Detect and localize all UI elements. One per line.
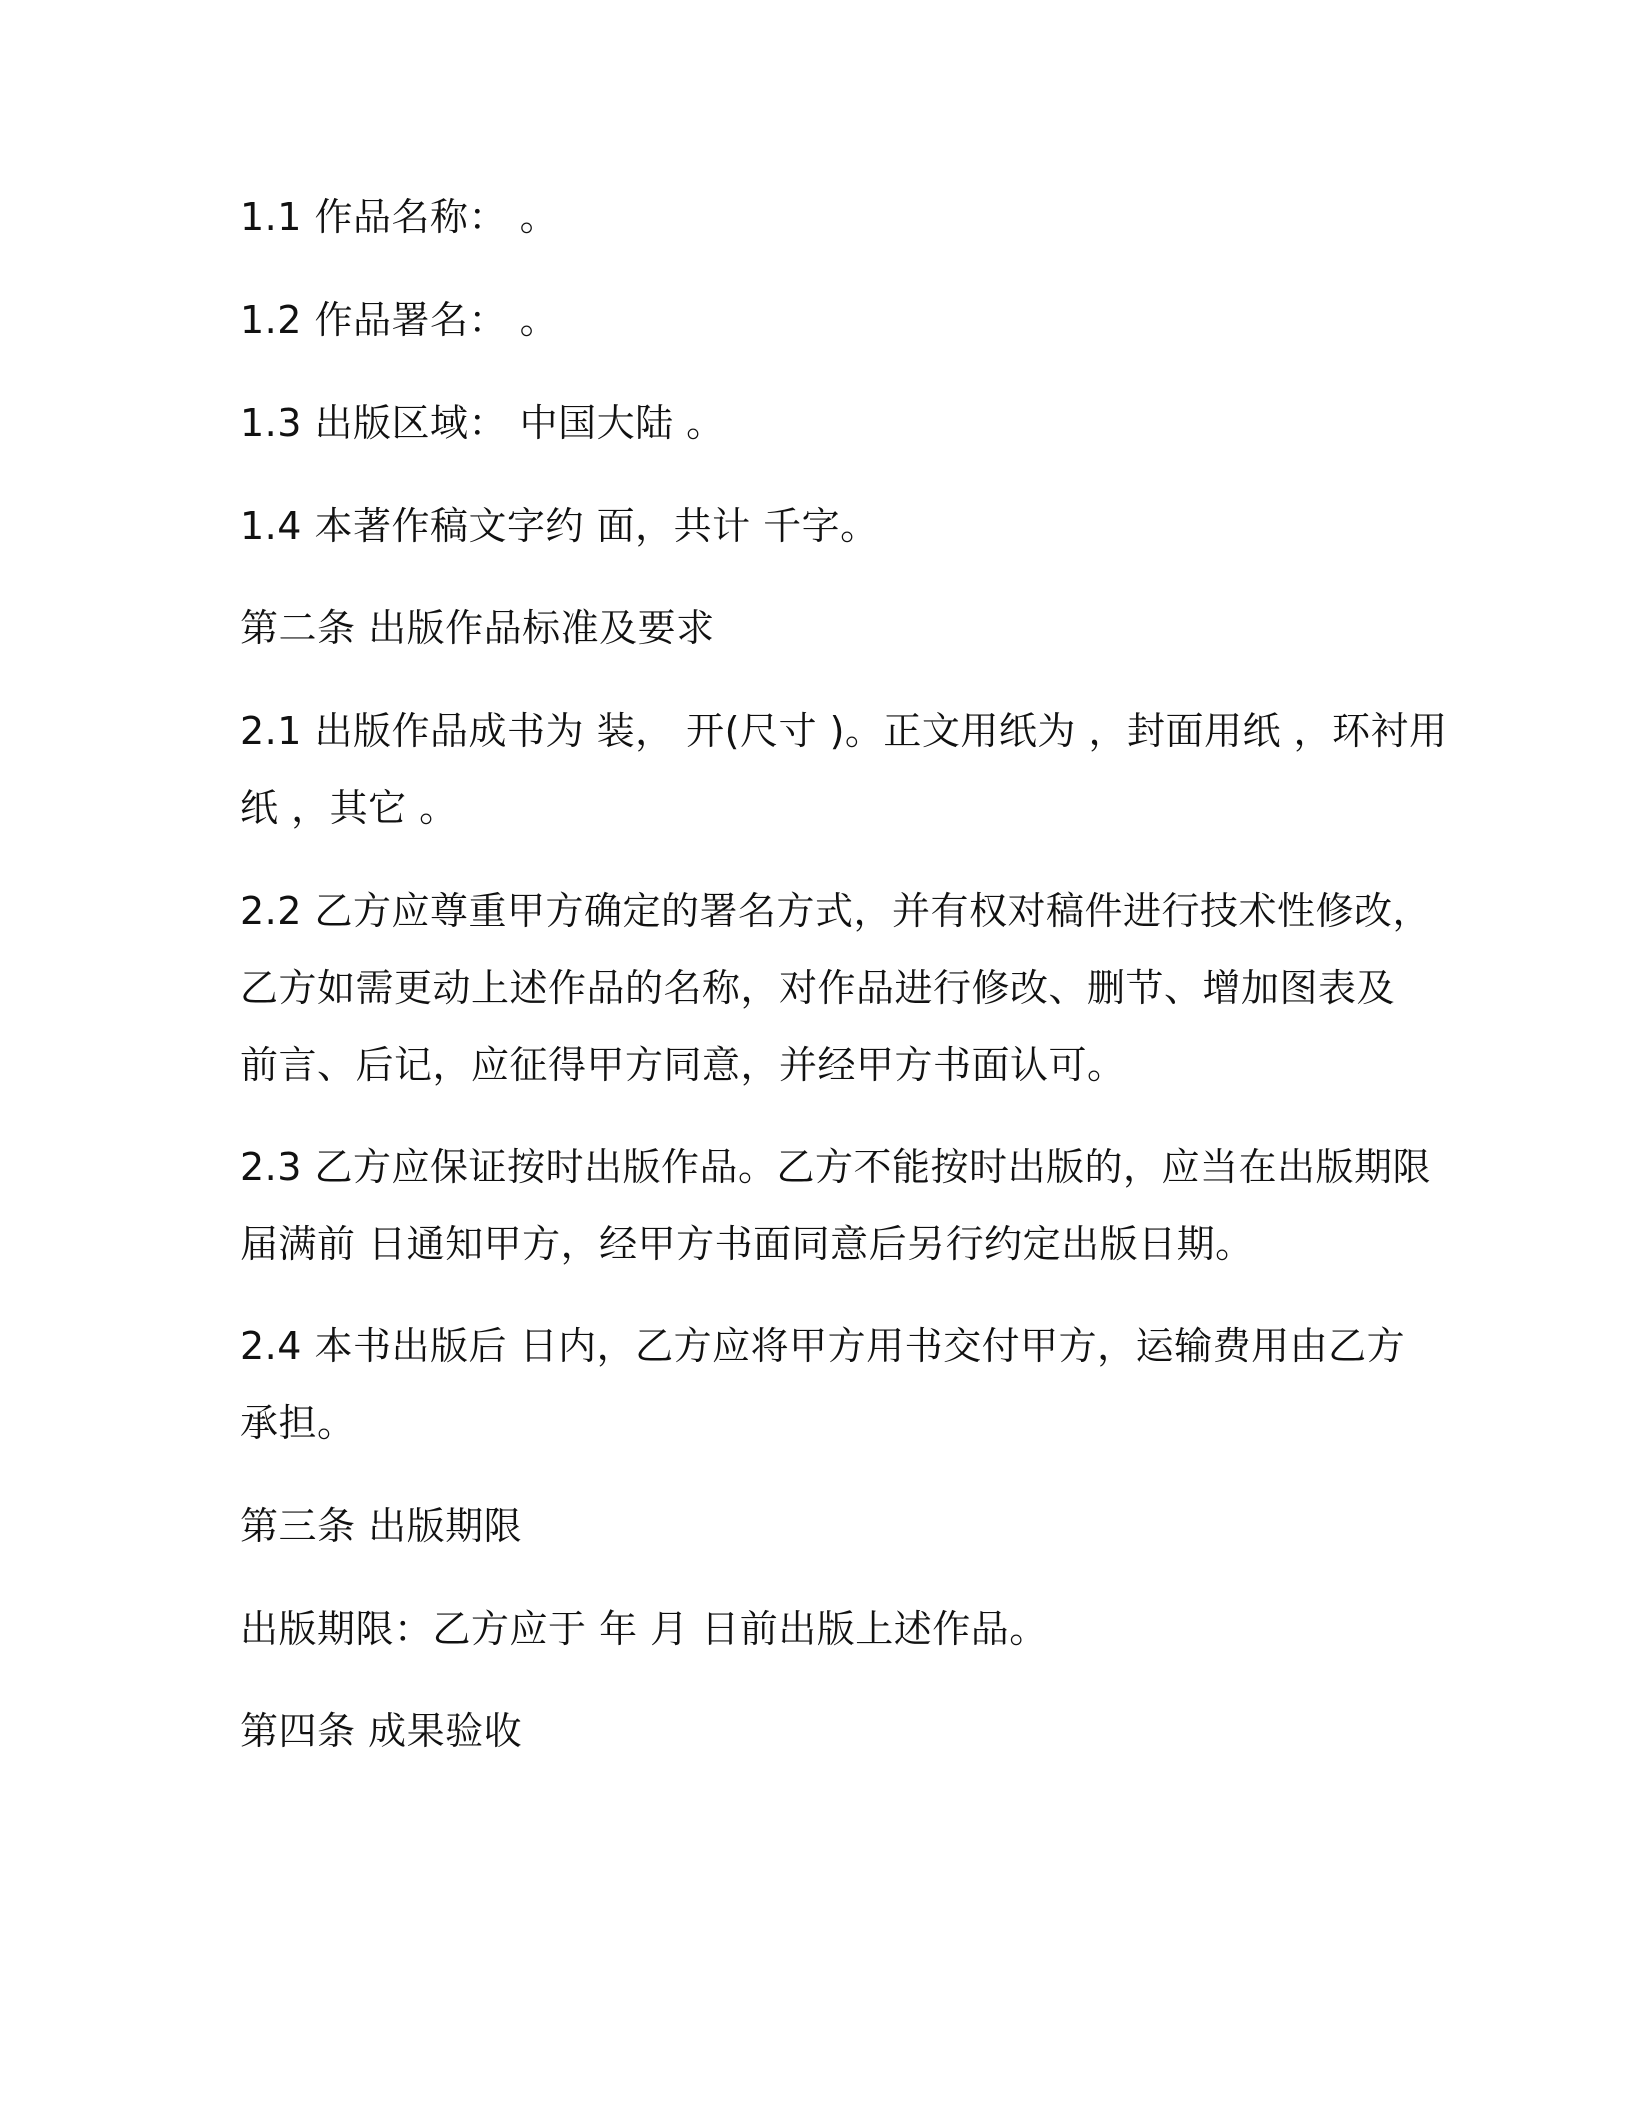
section-heading-2: 第二条 出版作品标准及要求 xyxy=(240,606,715,650)
clause-2-1-line-1: 2.1 出版作品成书为 装， 开(尺寸 )。正文用纸为 ，封面用纸 ，环衬用 xyxy=(240,709,1448,753)
clause-1-3: 1.3 出版区域： 中国大陆 。 xyxy=(240,401,725,445)
section-heading-4: 第四条 成果验收 xyxy=(240,1709,523,1753)
clause-2-2-line-3: 前言、后记，应征得甲方同意，并经甲方书面认可。 xyxy=(240,1043,1126,1087)
clause-2-3-line-1: 2.3 乙方应保证按时出版作品。乙方不能按时出版的，应当在出版期限 xyxy=(240,1145,1432,1189)
clause-2-2-line-2: 乙方如需更动上述作品的名称，对作品进行修改、删节、增加图表及 xyxy=(240,966,1396,1010)
section-heading-3: 第三条 出版期限 xyxy=(240,1504,523,1548)
clause-1-2: 1.2 作品署名： 。 xyxy=(240,298,559,342)
clause-1-1: 1.1 作品名称： 。 xyxy=(240,195,559,239)
clause-2-4-line-2: 承担。 xyxy=(240,1401,356,1445)
clause-1-4: 1.4 本著作稿文字约 面，共计 千字。 xyxy=(240,504,879,548)
clause-2-4-line-1: 2.4 本书出版后 日内，乙方应将甲方用书交付甲方，运输费用由乙方 xyxy=(240,1324,1406,1368)
clause-2-2-line-1: 2.2 乙方应尊重甲方确定的署名方式，并有权对稿件进行技术性修改， xyxy=(240,889,1432,933)
publication-deadline: 出版期限：乙方应于 年 月 日前出版上述作品。 xyxy=(240,1607,1048,1651)
clause-2-1-line-2: 纸 ，其它 。 xyxy=(240,786,458,830)
clause-2-3-line-2: 届满前 日通知甲方，经甲方书面同意后另行约定出版日期。 xyxy=(240,1222,1254,1266)
